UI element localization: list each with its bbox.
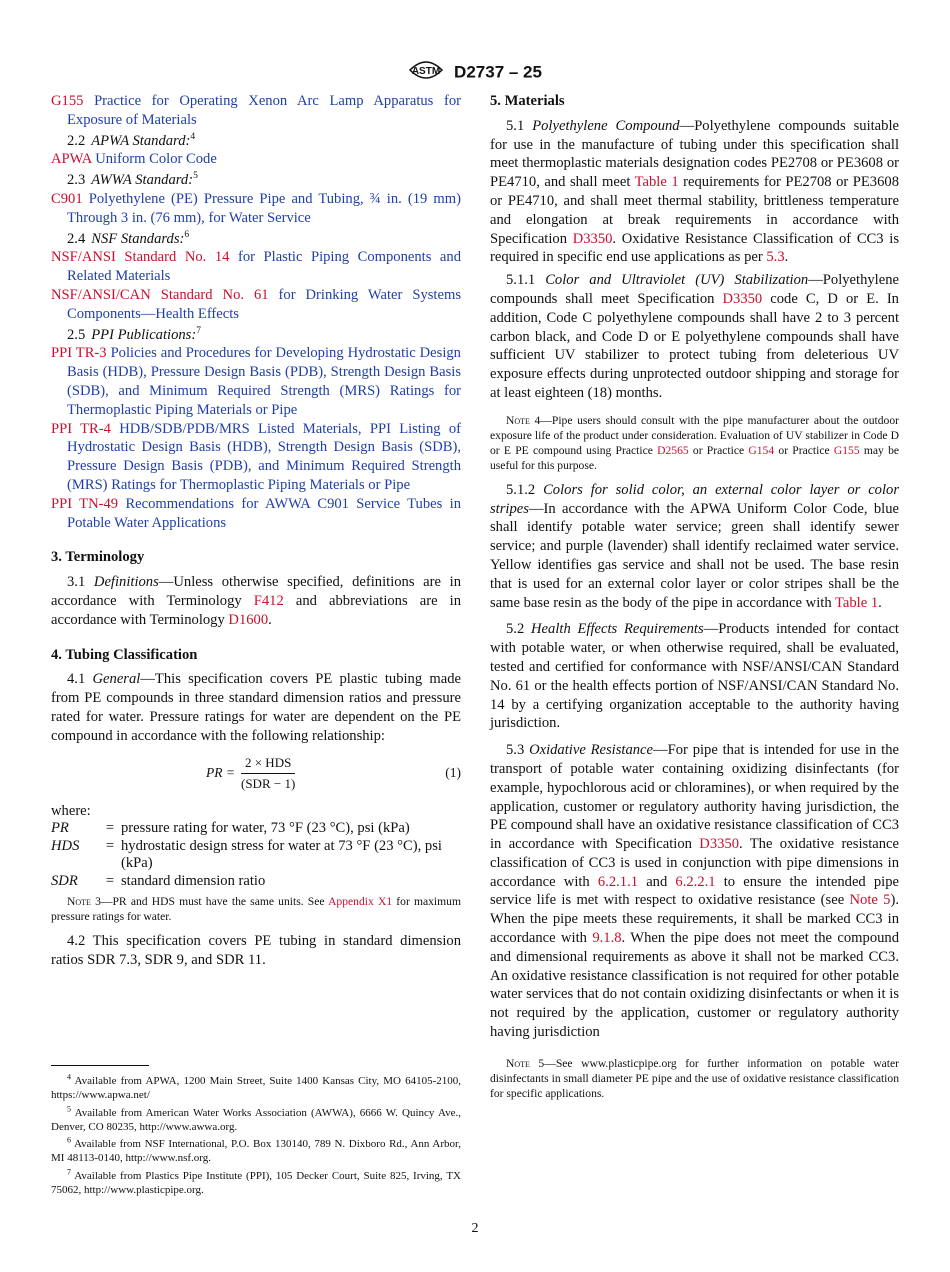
ref-code-link[interactable]: C901	[51, 190, 83, 207]
section-heading-terminology: 3. Terminology	[51, 549, 145, 566]
link-table-1[interactable]: Table 1	[634, 174, 679, 191]
ref-code-link[interactable]: PPI TR-3	[51, 345, 107, 362]
paragraph-5-1: 5.1 Polyethylene Compound—Polyethylene compounds suitable for use in the manufacture of tubing under this specification shall meet thermoplastic materials designation codes PE2708 or PE3608 or PE4710, and shall meet Table 1 requirements for PE2708 or PE3608 or PE4710, and shall meet thermal stability, brittleness temperature and elongation at break requirements in accordance with Specification D3350. Oxidative Resistance Classification of CC3 is required in specific end use applications as per 5.3.	[490, 117, 899, 266]
reference-nsf-61	[51, 286, 461, 324]
link-d2565[interactable]: D2565	[657, 443, 689, 457]
paragraph-5-3: 5.3 Oxidative Resistance—For pipe that is intended for use in the transport of potable water containing oxidizing disinfectants (for example, hypochlorous acid or chloramines), or when required by the application, customer or regulatory authority having jurisdiction, the PE compound shall have an oxidative resistance classification of CC3 in accordance with Specification D3350. The oxidative resistance classification of CC3 is used in conjunction with pipe dimensions in accordance with 6.2.1.1 and 6.2.2.1 to ensure the intended pipe service life is met with respect to oxidative resistance (see Note 5). When the pipe meets these requirements, it shall be marked CC3 in accordance with 9.1.8. When the pipe does not meet the compound and dimensional requirements as above it shall not be marked CC3. An oxidative resistance classification is not required for other potable water services that do not contain oxidizing disinfectants or when it is not required by the application, customer or regulatory authority having jurisdiction	[490, 742, 900, 1041]
section-heading-tubing-classification: 4. Tubing Classification	[51, 646, 198, 663]
ref-title-link[interactable]: Policies and Procedures for Developing Hydrostatic Design Basis (HDB), Pressure Design Basis (PDB), Strength Design Basis (SDB), and Minimum Required Strength (MRS) Ratings for Thermoplastic Piping Materials or Pipe	[67, 345, 461, 418]
ref-title-link[interactable]: Polyethylene (PE) Pressure Pipe and Tubing, ¾ in. (19 mm) Through 3 in. (76 mm), for Water Service	[67, 190, 461, 226]
reference-nsf-14	[51, 248, 461, 286]
equation-1	[51, 754, 461, 794]
note-5: Note 5—See www.plasticpipe.org for further information on potable water disinfectants in small diameter PE pipe and the use of oxidative resistance classification for specific applications.	[490, 1056, 899, 1100]
svg-text:ASTM: ASTM	[411, 66, 441, 77]
link-d3350[interactable]: D3350	[722, 290, 763, 307]
note-3: Note 3—PR and HDS must have the same units. See Appendix X1 for maximum pressure ratings for water.	[51, 895, 461, 924]
right-column	[490, 92, 899, 1109]
footnote-7: $^7$ Available from Plastics Pipe Institute (PPI), 105 Decker Court, Suite 825, Irving, TX 75062, http://www.plasticpipe.org.	[51, 1167, 461, 1197]
link-6-2-1-1[interactable]: 6.2.1.1	[597, 873, 639, 890]
equation-denominator: (SDR − 1)	[241, 776, 296, 792]
link-d3350[interactable]: D3350	[699, 836, 740, 853]
section-2-5: 2.5 PPI Publications:$^7$	[67, 325, 201, 343]
section-2-3: 2.3 AWWA Standard:$^5$	[67, 171, 198, 189]
equation-number: (1)	[445, 764, 461, 780]
footnotes	[51, 1074, 461, 1200]
ref-code-link[interactable]: NSF/ANSI Standard No. 14	[51, 249, 230, 266]
definition-row: PR = pressure rating for water, 73 °F (23 °C), psi (kPa)	[51, 820, 410, 837]
reference-apwa	[51, 150, 461, 169]
definition-row: HDS = hydrostatic design stress for water at 73 °F (23 °C), psi (kPa)	[51, 837, 442, 872]
ref-title-link[interactable]: Recommendations for AWWA C901 Service Tubes in Potable Water Applications	[67, 495, 461, 531]
paragraph-5-2: 5.2 Health Effects Requirements—Products intended for contact with potable water, or when otherwise required, shall be evaluated, tested and certified for conformance with NSF/ANSI/CAN Standard No. 61 or the health effects portion of NSF/ANSI/CAN Standard No. 14 by a certifying organization acceptable to the authority having jurisdiction.	[490, 621, 899, 732]
symbol-definitions	[51, 820, 461, 890]
ref-code-link[interactable]: G155	[51, 93, 84, 109]
paragraph-4-2: 4.2 This specification covers PE tubing in standard dimension ratios SDR 7.3, SDR 9, and SDR 11.	[51, 933, 461, 969]
equation-lhs: PR =	[206, 764, 235, 780]
ref-code-link[interactable]: PPI TN-49	[51, 495, 119, 512]
ref-code-link[interactable]: APWA	[51, 151, 92, 168]
section-2-2: 2.2 APWA Standard:$^4$	[67, 131, 196, 149]
footnote-5: $^5$ Available from American Water Works Association (AWWA), 6666 W. Quincy Ave., Denver, CO 80235, http://www.awwa.org.	[51, 1103, 461, 1133]
equation-numerator: 2 × HDS	[241, 754, 295, 775]
reference-ppi-tn49	[51, 495, 461, 533]
link-table-1[interactable]: Table 1	[835, 594, 879, 611]
link-6-2-2-1[interactable]: 6.2.2.1	[675, 873, 716, 890]
left-column	[51, 92, 461, 974]
document-id: D2737 – 25	[454, 62, 542, 82]
paragraph-5-1-1: 5.1.1 Color and Ultraviolet (UV) Stabilization—Polyethylene compounds shall meet Specification D3350 code C, D or E. In addition, Code C polyethylene compounds shall have 2 to 3 percent carbon black, and Code D or E polyethylene compounds shall have sufficient UV stabilizer to protect tubing from deleterious UV exposure effects during unprotected outdoor shipping and storage for at least eighteen (18) months.	[490, 272, 899, 401]
ref-code-link[interactable]: NSF/ANSI/CAN Standard No. 61	[51, 286, 269, 303]
footnote-rule	[51, 1065, 149, 1066]
equation-fraction	[241, 754, 295, 795]
link-5-3[interactable]: 5.3	[766, 249, 785, 266]
reference-g155	[51, 92, 461, 130]
ref-title-link[interactable]: for Plastic Piping Components and Related Materials	[67, 249, 461, 285]
footnote-4: $^4$ Available from APWA, 1200 Main Street, Suite 1400 Kansas City, MO 64105-2100, https://www.apwa.net/	[51, 1072, 461, 1102]
ref-title-link[interactable]: Practice for Operating Xenon Arc Lamp Apparatus for Exposure of Materials	[67, 93, 461, 128]
footnote-6: $^6$ Available from NSF International, P.O. Box 130140, 789 N. Dixboro Rd., Ann Arbor, MI 48113-0140, http://www.nsf.org.	[51, 1135, 461, 1165]
link-appendix-x1[interactable]: Appendix X1	[328, 895, 393, 909]
paragraph-5-1-2: 5.1.2 Colors for solid color, an external color layer or color stripes—In accordance with the APWA Uniform Color Code, blue shall identify potable water service; green shall identify sewer service; and purple (lavender) shall identify reclaimed water service. Yellow identifies gas service and shall not be used. The base resin that is used for an external color layer or color stripes shall be the same base resin as the body of the pipe in accordance with Table 1.	[490, 481, 899, 611]
astm-logo-icon	[408, 58, 444, 87]
link-9-1-8[interactable]: 9.1.8	[592, 930, 622, 947]
link-note-5[interactable]: Note 5	[849, 892, 891, 909]
reference-ppi-tr3	[51, 344, 461, 419]
ref-title-link[interactable]: HDB/SDB/PDB/MRS Listed Materials, PPI Listing of Hydrostatic Design Basis (HDB), Strength Design Basis (SDB), Pressure Design Basis (PDB), and Minimum Required Strength (MRS) Ratings for Thermoplastic Piping Materials or Pipe	[67, 420, 461, 493]
paragraph-4-1: 4.1 General—This specification covers PE plastic tubing made from PE compounds in three standard dimension ratios and pressure rated for water. Pressure ratings for water are dependent on the PE compound in accordance with the following relationship:	[51, 671, 461, 744]
ref-title-link[interactable]: for Drinking Water Systems Components—Health Effects	[67, 286, 461, 322]
section-heading-materials: 5. Materials	[490, 93, 565, 109]
link-g154[interactable]: G154	[748, 443, 775, 457]
note-4: Note 4—Pipe users should consult with the pipe manufacturer about the outdoor exposure life of the product under consideration. Evaluation of UV stabilizer in Code D or E PE compound using Practice D2565 or Practice G154 or Practice G155 may be useful for this purpose.	[490, 413, 900, 472]
link-d1600[interactable]: D1600	[228, 611, 269, 628]
section-2-4: 2.4 NSF Standards:$^6$	[67, 229, 190, 247]
definition-row: SDR = standard dimension ratio	[51, 872, 266, 889]
reference-ppi-tr4	[51, 420, 461, 495]
ref-code-link[interactable]: PPI TR-4	[51, 420, 111, 437]
paragraph-3-1: 3.1 Definitions—Unless otherwise specified, definitions are in accordance with Terminology F412 and abbreviations are in accordance with Terminology D1600.	[51, 574, 462, 628]
page-number: 2	[471, 1221, 479, 1236]
ref-title-link[interactable]: Uniform Color Code	[95, 151, 217, 168]
page-header	[0, 58, 950, 87]
link-g155[interactable]: G155	[833, 443, 860, 457]
link-d3350[interactable]: D3350	[572, 230, 613, 247]
reference-c901	[51, 190, 461, 228]
where-label: where:	[51, 802, 91, 819]
link-f412[interactable]: F412	[253, 592, 284, 609]
